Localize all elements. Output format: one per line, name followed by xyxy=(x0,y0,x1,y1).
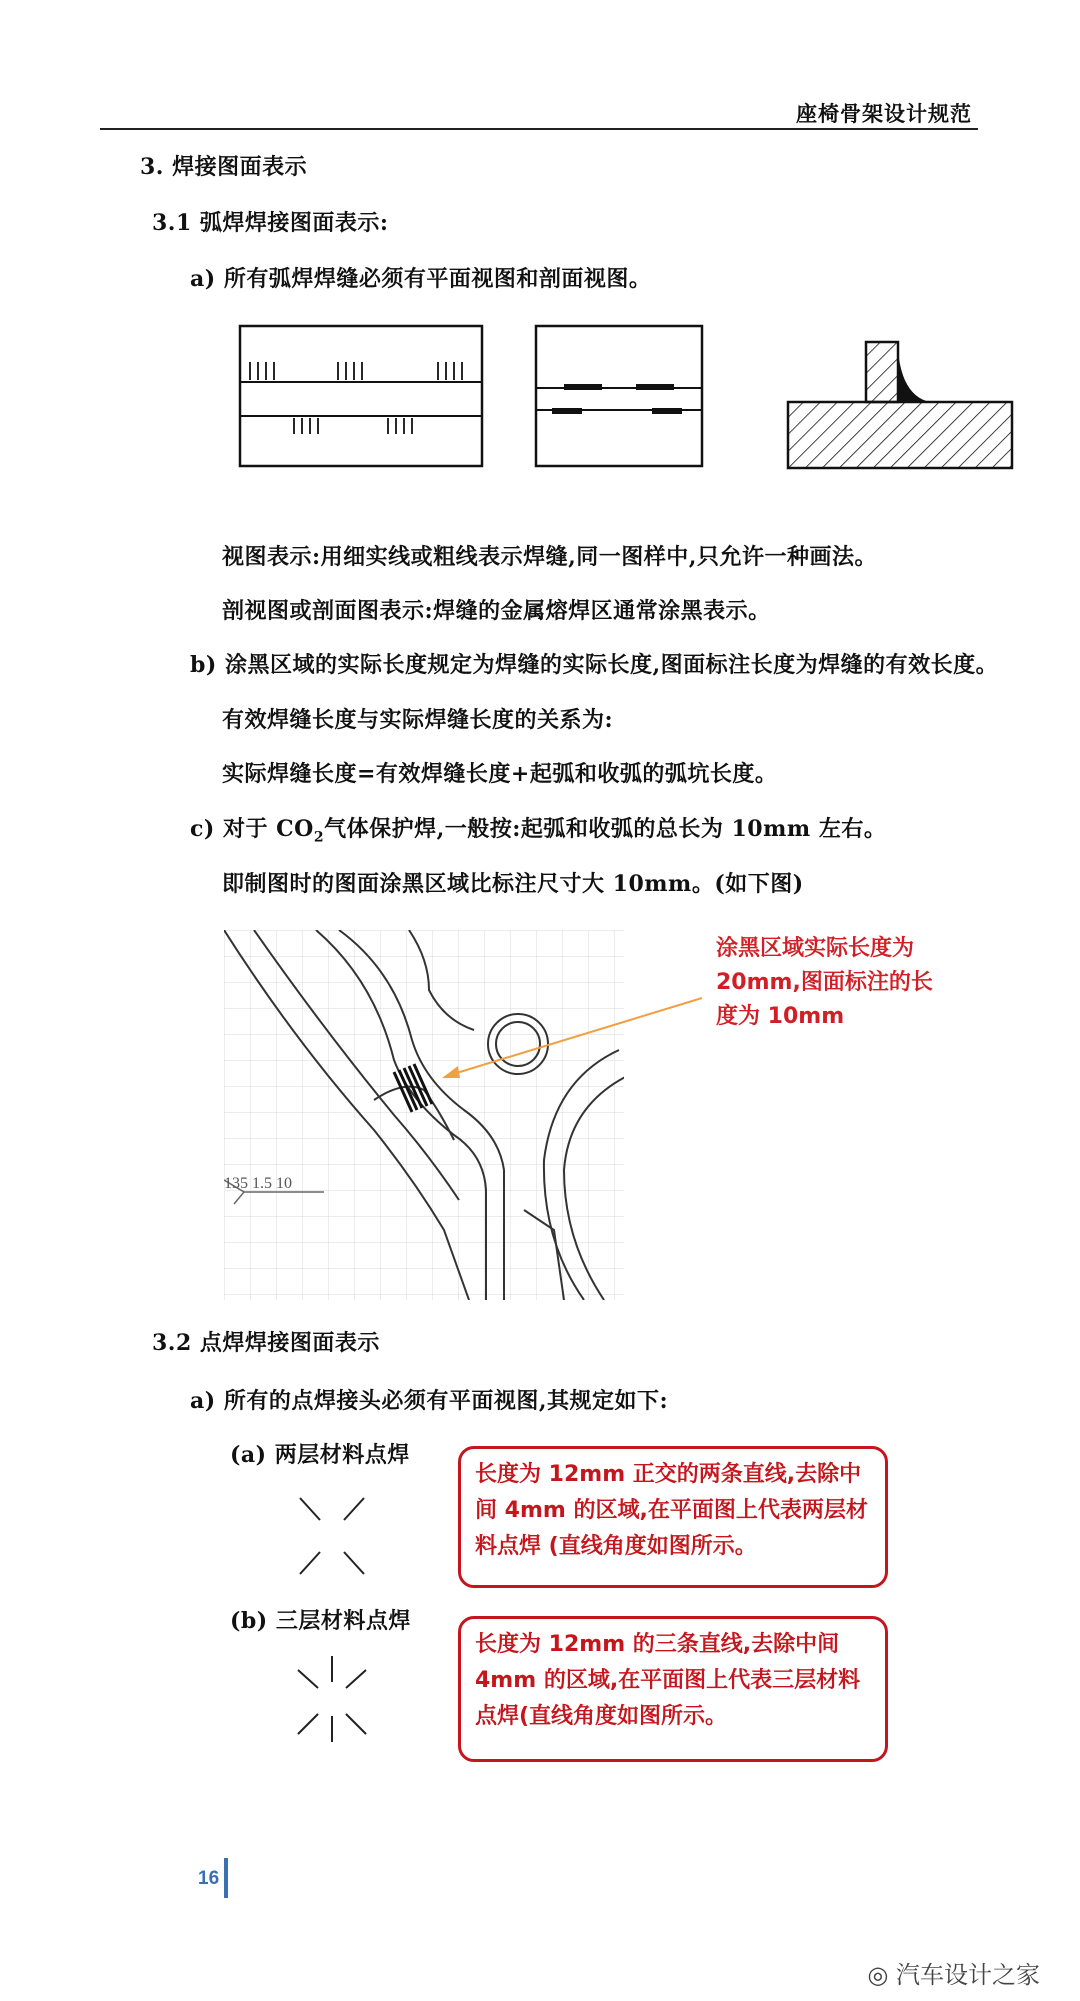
item-c-text: c) 对于 $CO_2$气体保护焊,一般按:起弧和收弧的总长为 10mm 左右。 xyxy=(190,816,887,846)
subsection-heading-3-1: 3.1 弧焊焊接图面表示: xyxy=(152,210,389,236)
case-b-label: (b) 三层材料点焊 xyxy=(230,1608,411,1634)
page-number: 16 xyxy=(198,1868,220,1889)
header-rule xyxy=(100,128,978,130)
page-number-bar xyxy=(224,1858,228,1898)
section-heading: 3. 焊接图面表示 xyxy=(140,154,308,180)
item-a2-text: a) 所有的点焊接头必须有平面视图,其规定如下: xyxy=(190,1388,669,1414)
item-b-line3: 实际焊缝长度=有效焊缝长度+起弧和收弧的弧坑长度。 xyxy=(222,761,778,787)
section-representation-text: 剖视图或剖面图表示:焊缝的金属熔焊区通常涂黑表示。 xyxy=(222,598,771,624)
item-b-line2: 有效焊缝长度与实际焊缝长度的关系为: xyxy=(222,707,614,733)
wechat-icon: ◎ xyxy=(867,1961,896,1989)
two-layer-spot-weld-symbol xyxy=(294,1490,370,1582)
weld-section-view-figure xyxy=(534,322,706,474)
view-representation-text: 视图表示:用细实线或粗线表示焊缝,同一图样中,只允许一种画法。 xyxy=(222,544,877,570)
header-title: 座椅骨架设计规范 xyxy=(796,101,972,126)
three-layer-note-box: 长度为 12mm 的三条直线,去除中间 4mm 的区域,在平面图上代表三层材料点焊(直线角度如图所示。 xyxy=(458,1616,888,1762)
item-c-line2: 即制图时的图面涂黑区域比标注尺寸大 10mm。(如下图) xyxy=(222,871,804,897)
weld-plan-view-figure xyxy=(238,322,488,474)
two-layer-note-box: 长度为 12mm 正交的两条直线,去除中间 4mm 的区域,在平面图上代表两层材料点焊 (直线角度如图所示。 xyxy=(458,1446,888,1588)
three-layer-spot-weld-symbol xyxy=(290,1652,374,1746)
fillet-weld-cross-section-figure xyxy=(784,336,1018,472)
weld-symbol-label: 135 1.5 10 xyxy=(224,1175,292,1192)
item-b-text: b) 涂黑区域的实际长度规定为焊缝的实际长度,图面标注长度为焊缝的有效长度。 xyxy=(190,652,999,678)
item-a-text: a) 所有弧焊焊缝必须有平面视图和剖面视图。 xyxy=(190,266,652,292)
red-annotation: 涂黑区域实际长度为 20mm,图面标注的长度为 10mm xyxy=(716,936,933,1029)
callout-arrow xyxy=(420,990,720,1090)
case-a-label: (a) 两层材料点焊 xyxy=(230,1442,410,1468)
watermark: ◎ 汽车设计之家 xyxy=(867,1961,1040,1989)
subsection-heading-3-2: 3.2 点焊焊接图面表示 xyxy=(152,1330,380,1356)
weld-cad-drawing xyxy=(224,930,624,1300)
